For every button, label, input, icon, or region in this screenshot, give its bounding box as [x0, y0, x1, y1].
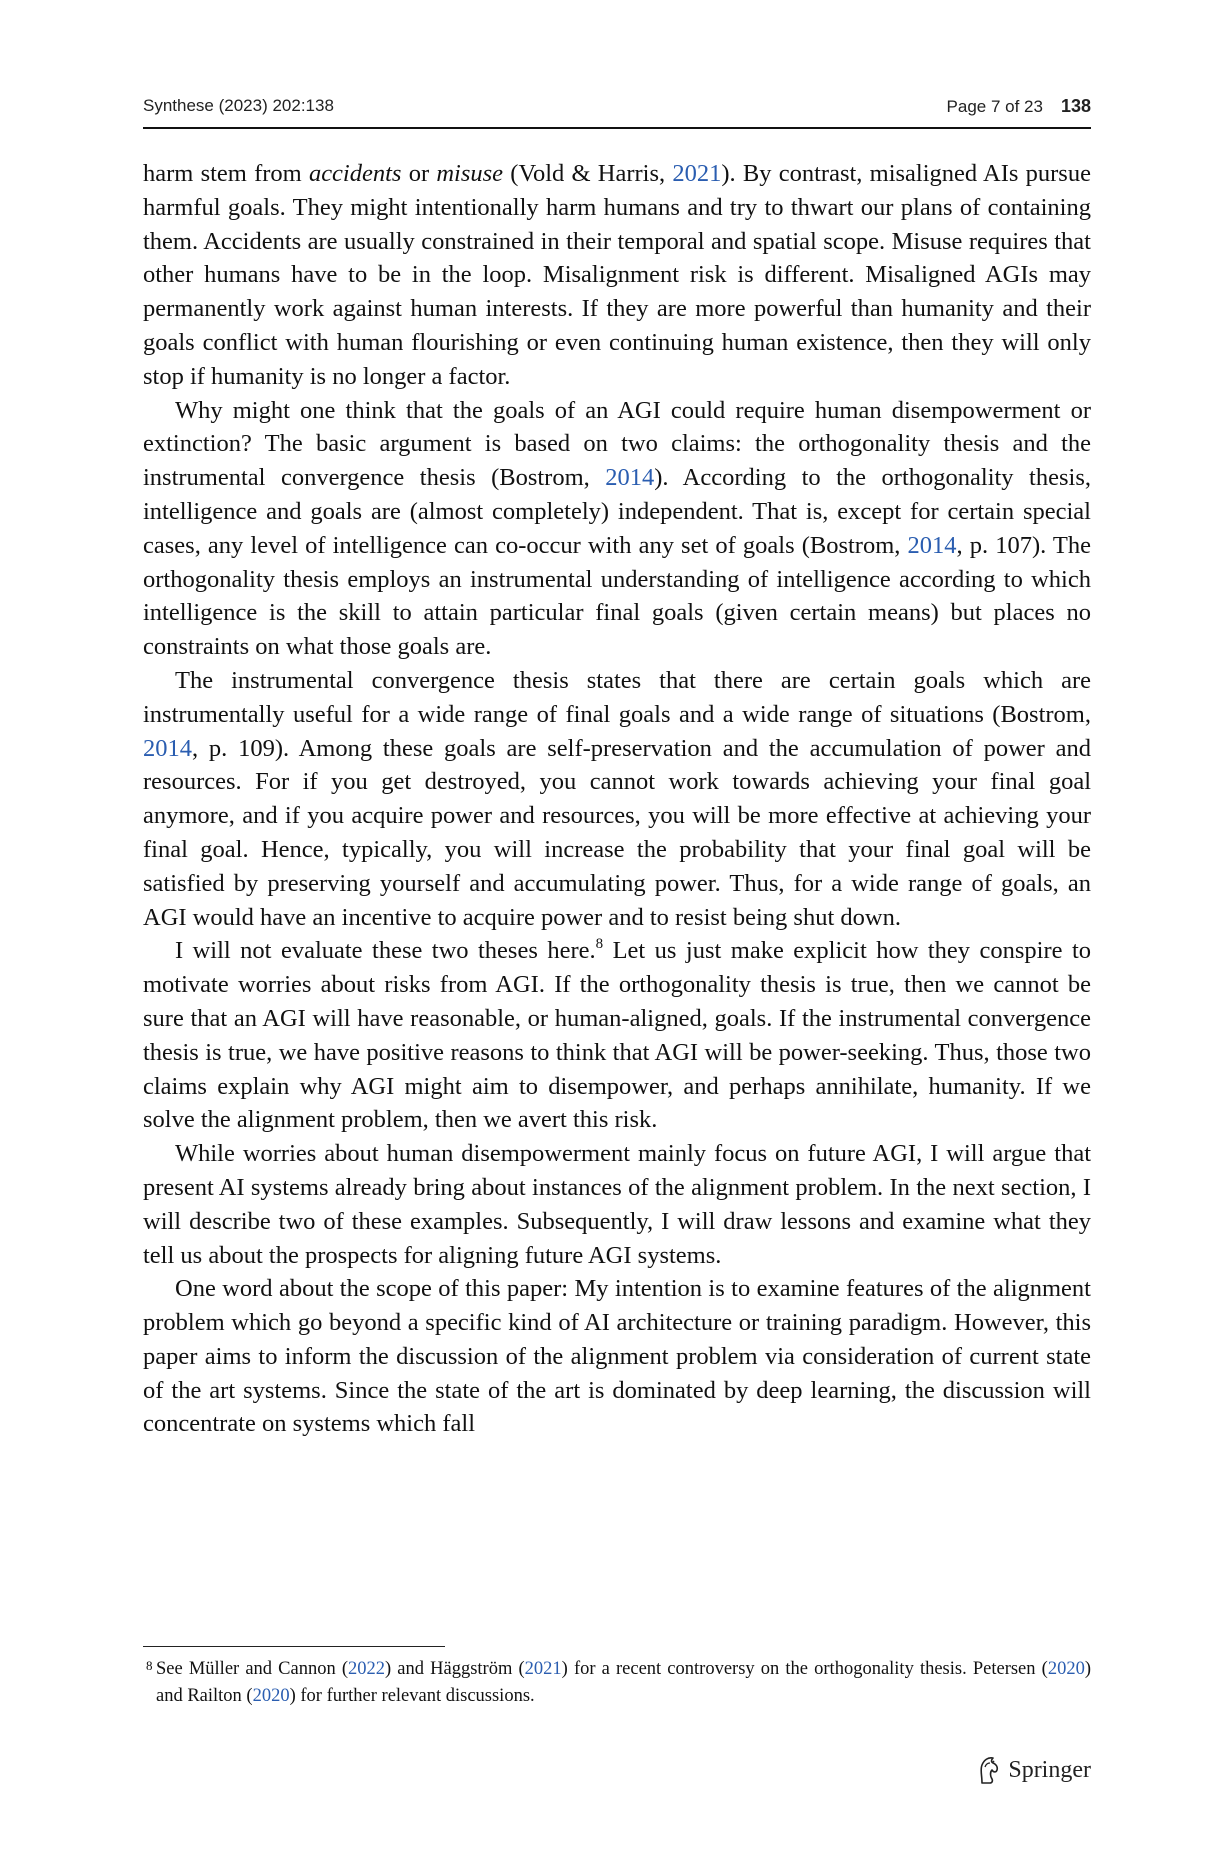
- paragraph: [143, 934, 1091, 1137]
- header-rule: [143, 127, 1091, 129]
- emphasis-text: accidents: [308, 160, 402, 187]
- citation-year-link[interactable]: 2014: [605, 464, 655, 492]
- citation-year-link[interactable]: 2014: [907, 531, 957, 559]
- citation-year-link[interactable]: 2021: [524, 1659, 562, 1679]
- text-run: , p. 109). Among these goals are self-preservation and the accumulation of power and resources. For if you get destroyed, you cannot work towards achieving your final goal anymore, and if you acquire power and resources, you will be more effective at achieving your final goal. Hence, typically, you will increase the probability that your final goal will be satisfied by preserving yourself and accumulating power. Thus, for a wide range of goals, an AGI would have an incentive to acquire power and to resist being shut down.: [143, 734, 1091, 931]
- paragraph: [143, 664, 1091, 934]
- text-run: (Vold & Harris,: [503, 160, 673, 187]
- footnote-reference[interactable]: 8: [595, 936, 604, 953]
- text-run: ) and Railton (: [156, 1659, 1091, 1706]
- running-head: [143, 92, 1091, 122]
- text-run: harm stem from: [143, 160, 309, 187]
- paragraph: [143, 1137, 1091, 1272]
- article-number: 138: [1060, 96, 1091, 116]
- citation-year-link[interactable]: 2020: [252, 1685, 290, 1706]
- text-run: ) and Häggström (: [385, 1659, 525, 1679]
- page-indicator: [947, 96, 1091, 117]
- paragraph: [143, 1272, 1091, 1441]
- footnote: [143, 1656, 1091, 1709]
- text-run: ). According to the orthogonality thesis, intelligence and goals are (almost completely) independent. That is, except for certain special cases, any level of intelligence can co-occur with any set of goals (Bostrom,: [143, 464, 1091, 559]
- text-run: ) for further relevant discussions.: [289, 1685, 535, 1706]
- text-run: While worries about human disempowerment mainly focus on future AGI, I will argue that present AI systems already bring about instances of the alignment problem. In the next section, I will describe two of these examples. Subsequently, I will draw lessons and examine what they tell us about the prospects for aligning future AGI systems.: [143, 1140, 1091, 1269]
- text-run: ) for a recent controversy on the orthogonality thesis. Petersen (: [561, 1659, 1048, 1679]
- citation-year-link[interactable]: 2020: [1047, 1659, 1085, 1679]
- paragraph: [143, 157, 1091, 394]
- text-run: Let us just make explicit how they conspire to motivate worries about risks from AGI. If the orthogonality thesis is true, then we cannot be sure that an AGI will have reasonable, or human-aligned, goals. If the instrumental convergence thesis is true, we have positive reasons to think that AGI will be power-seeking. Thus, those two claims explain why AGI might aim to disempower, and perhaps annihilate, humanity. If we solve the alignment problem, then we avert this risk.: [143, 937, 1092, 1134]
- body-text: [143, 157, 1091, 1441]
- footnote-text: [156, 1659, 1091, 1706]
- journal-citation: Synthese (2023) 202:138: [143, 96, 334, 115]
- publisher-logo: [976, 1755, 1091, 1785]
- text-run: ). By contrast, misaligned AIs pursue harmful goals. They might intentionally harm humans and try to thwart our plans of containing them. Accidents are usually constrained in their temporal and spatial scope. Misuse requires that other humans have to be in the loop. Misalignment risk is different. Misaligned AGIs may permanently work against human interests. If they are more powerful than humanity and their goals conflict with human flourishing or even continuing human existence, then they will only stop if humanity is no longer a factor.: [143, 160, 1091, 390]
- text-run: See Müller and Cannon (: [156, 1659, 349, 1679]
- text-run: The instrumental convergence thesis states that there are certain goals which are instrumentally useful for a wide range of final goals and a wide range of situations (Bostrom,: [143, 666, 1091, 728]
- publisher-name: Springer: [1008, 1756, 1091, 1783]
- citation-year-link[interactable]: 2022: [348, 1659, 386, 1679]
- text-run: , p. 107). The orthogonality thesis employs an instrumental understanding of intelligence according to which intelligence is the skill to attain particular final goals (given certain means) but places no constraints on what those goals are.: [143, 531, 1091, 661]
- footnote-rule: [143, 1646, 445, 1647]
- emphasis-text: misuse: [436, 160, 504, 187]
- paragraph: [143, 394, 1091, 664]
- text-run: I will not evaluate these two theses here.: [175, 937, 596, 965]
- citation-year-link[interactable]: 2014: [143, 734, 192, 762]
- text-run: or: [401, 160, 437, 187]
- footnote-mark: 8: [146, 1658, 153, 1673]
- page-label: Page 7 of 23: [946, 97, 1043, 116]
- springer-horse-icon: [976, 1755, 1002, 1785]
- text-run: Why might one think that the goals of an AGI could require human disempowerment or extinction? The basic argument is based on two claims: the orthogonality thesis and the instrumental convergence thesis (Bostrom,: [143, 396, 1091, 492]
- text-run: One word about the scope of this paper: My intention is to examine features of the alignment problem which go beyond a specific kind of AI architecture or training paradigm. However, this paper aims to inform the discussion of the alignment problem via consideration of current state of the art systems. Since the state of the art is dominated by deep learning, the discussion will concentrate on systems which fall: [143, 1275, 1091, 1438]
- citation-year-link[interactable]: 2021: [672, 160, 722, 187]
